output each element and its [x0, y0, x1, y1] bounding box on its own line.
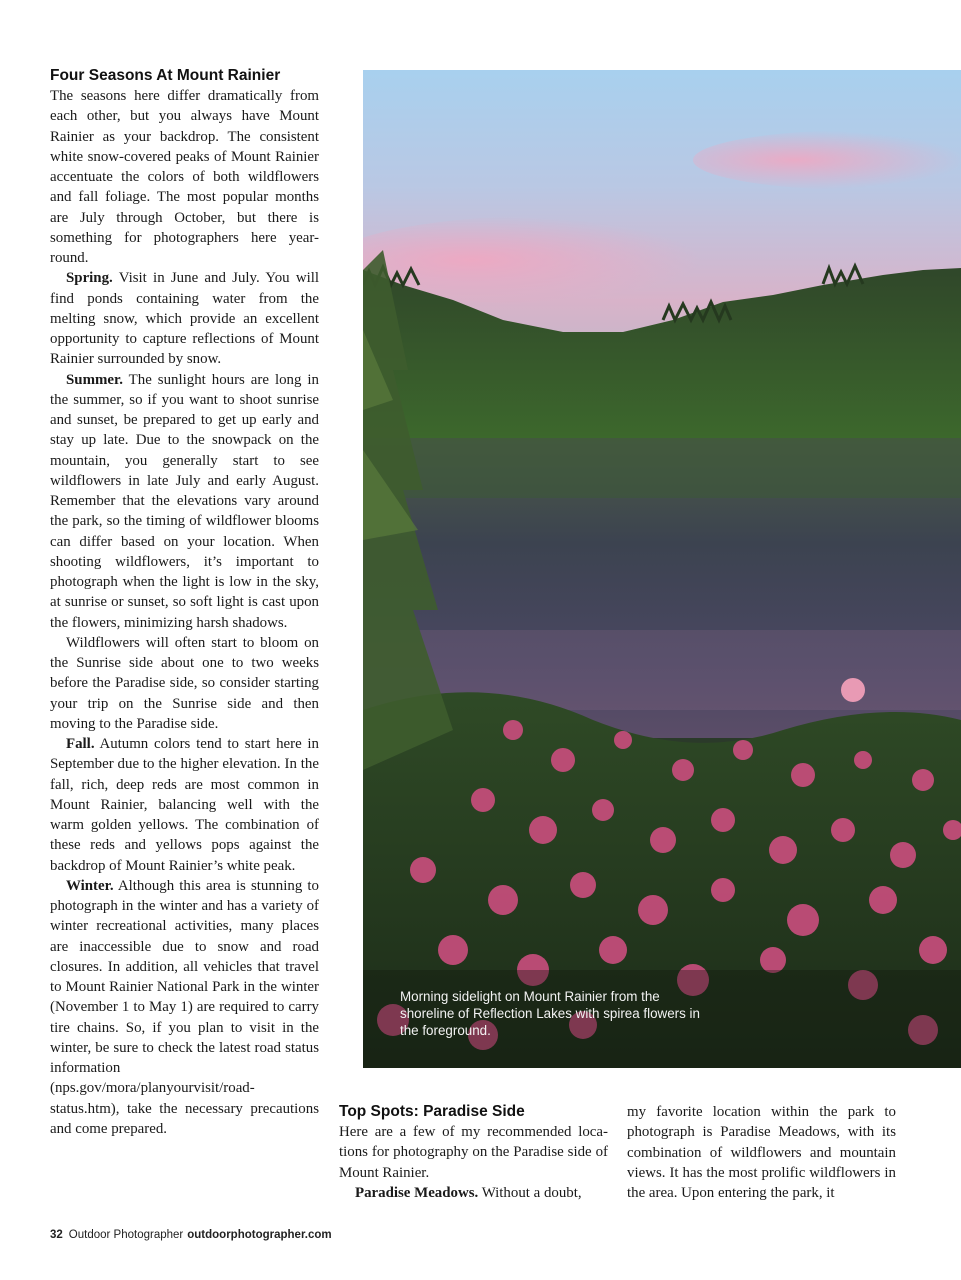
middle-article-column: [339, 1102, 608, 1203]
spring-lead: Spring.: [66, 270, 113, 287]
paradise-meadows-paragraph: [339, 1183, 608, 1203]
right-article-column: [627, 1102, 896, 1203]
paradise-meadows-text: Without a doubt,: [478, 1184, 582, 1201]
winter-paragraph: [50, 876, 319, 1139]
summer-lead: Summer.: [66, 371, 123, 388]
reflection-lakes-photo: [363, 70, 961, 1068]
website-link[interactable]: outdoorphotographer.com: [187, 1229, 332, 1241]
magazine-name: Outdoor Photographer: [68, 1229, 184, 1241]
landscape-illustration: [363, 70, 961, 1068]
page-number: 32: [50, 1229, 63, 1241]
spring-paragraph: [50, 268, 319, 369]
spring-text: Visit in June and July. You will find ponds containing water from the melting snow, which provide an excellent opportunity to capture reflections of Mount Rainier surrounded by snow.: [50, 270, 319, 368]
paradise-meadows-continued: my favorite location within the park to photograph is Paradise Meadows, with its combination of wildflowers and mountain views. It has the most prolific wildflowers in the area. Upon entering the park, it: [627, 1104, 896, 1201]
top-spots-intro: Here are a few of my recommended locations for photography on the Paradise side of Mount Rainier.: [339, 1124, 608, 1181]
summer-paragraph: [50, 370, 319, 633]
left-article-column: [50, 66, 319, 1139]
wildflowers-paragraph: Wildflowers will often start to bloom on the Sunrise side about one to two weeks before the Paradise side, so consider starting your trip on the Sunrise side and then moving to the Paradise side.: [50, 634, 319, 732]
winter-text: Although this area is stunning to photograph in the winter and has a variety of winter recreational activities, many places are inaccessible due to snow and road closures. In addition, all vehicles that travel to Mount Rainier National Park in the winter (November 1 to May 1) are required to carry tire chains. So, if you plan to visit in the winter, be sure to check the latest road status information (nps.gov/mora/planyourvisit/road-status.htm), take the necessary precautions and come prepared.: [50, 877, 319, 1137]
section-heading-top-spots: Top Spots: Paradise Side: [339, 1103, 525, 1120]
winter-lead: Winter.: [66, 877, 114, 894]
section-heading-four-seasons: Four Seasons At Mount Rainier: [50, 67, 281, 84]
summer-text: The sunlight hours are long in the summer, so if you want to shoot sunrise and sunset, be prepared to get up early and stay up late. Due to the snowpack on the mountain, you generally start to see wildflowers in late July and early August. Remember that the elevations vary around the park, so the timing of wildflower blooms can differ based on your location. When shooting wildflowers, it’s important to photograph when the light is low in the sky, at sunrise or sunset, so soft light is cast upon the flowers, minimizing harsh shadows.: [50, 371, 319, 631]
photo-caption: Morning sidelight on Mount Rainier from the shoreline of Reflection Lakes with spirea flowers in the foreground.: [400, 989, 700, 1038]
page-footer: [50, 1229, 332, 1241]
fall-paragraph: [50, 734, 319, 876]
intro-paragraph: The seasons here differ dramatically from each other, but you always have Mount Rainier as your backdrop. The consistent white snow-covered peaks of Mount Rainier accentuate the colors of both wildflowers and fall foliage. The most popular months are July through October, but there is something for photographers here year-round.: [50, 88, 319, 266]
fall-text: Autumn colors tend to start here in September due to the higher elevation. In the fall, rich, deep reds are most common in Mount Rainier, balancing well with the warm golden yellows. The combination of these reds and yellows pops against the backdrop of Mount Rainier’s white peak.: [50, 736, 319, 874]
fall-lead: Fall.: [66, 736, 95, 752]
paradise-meadows-lead: Paradise Meadows.: [355, 1184, 479, 1201]
